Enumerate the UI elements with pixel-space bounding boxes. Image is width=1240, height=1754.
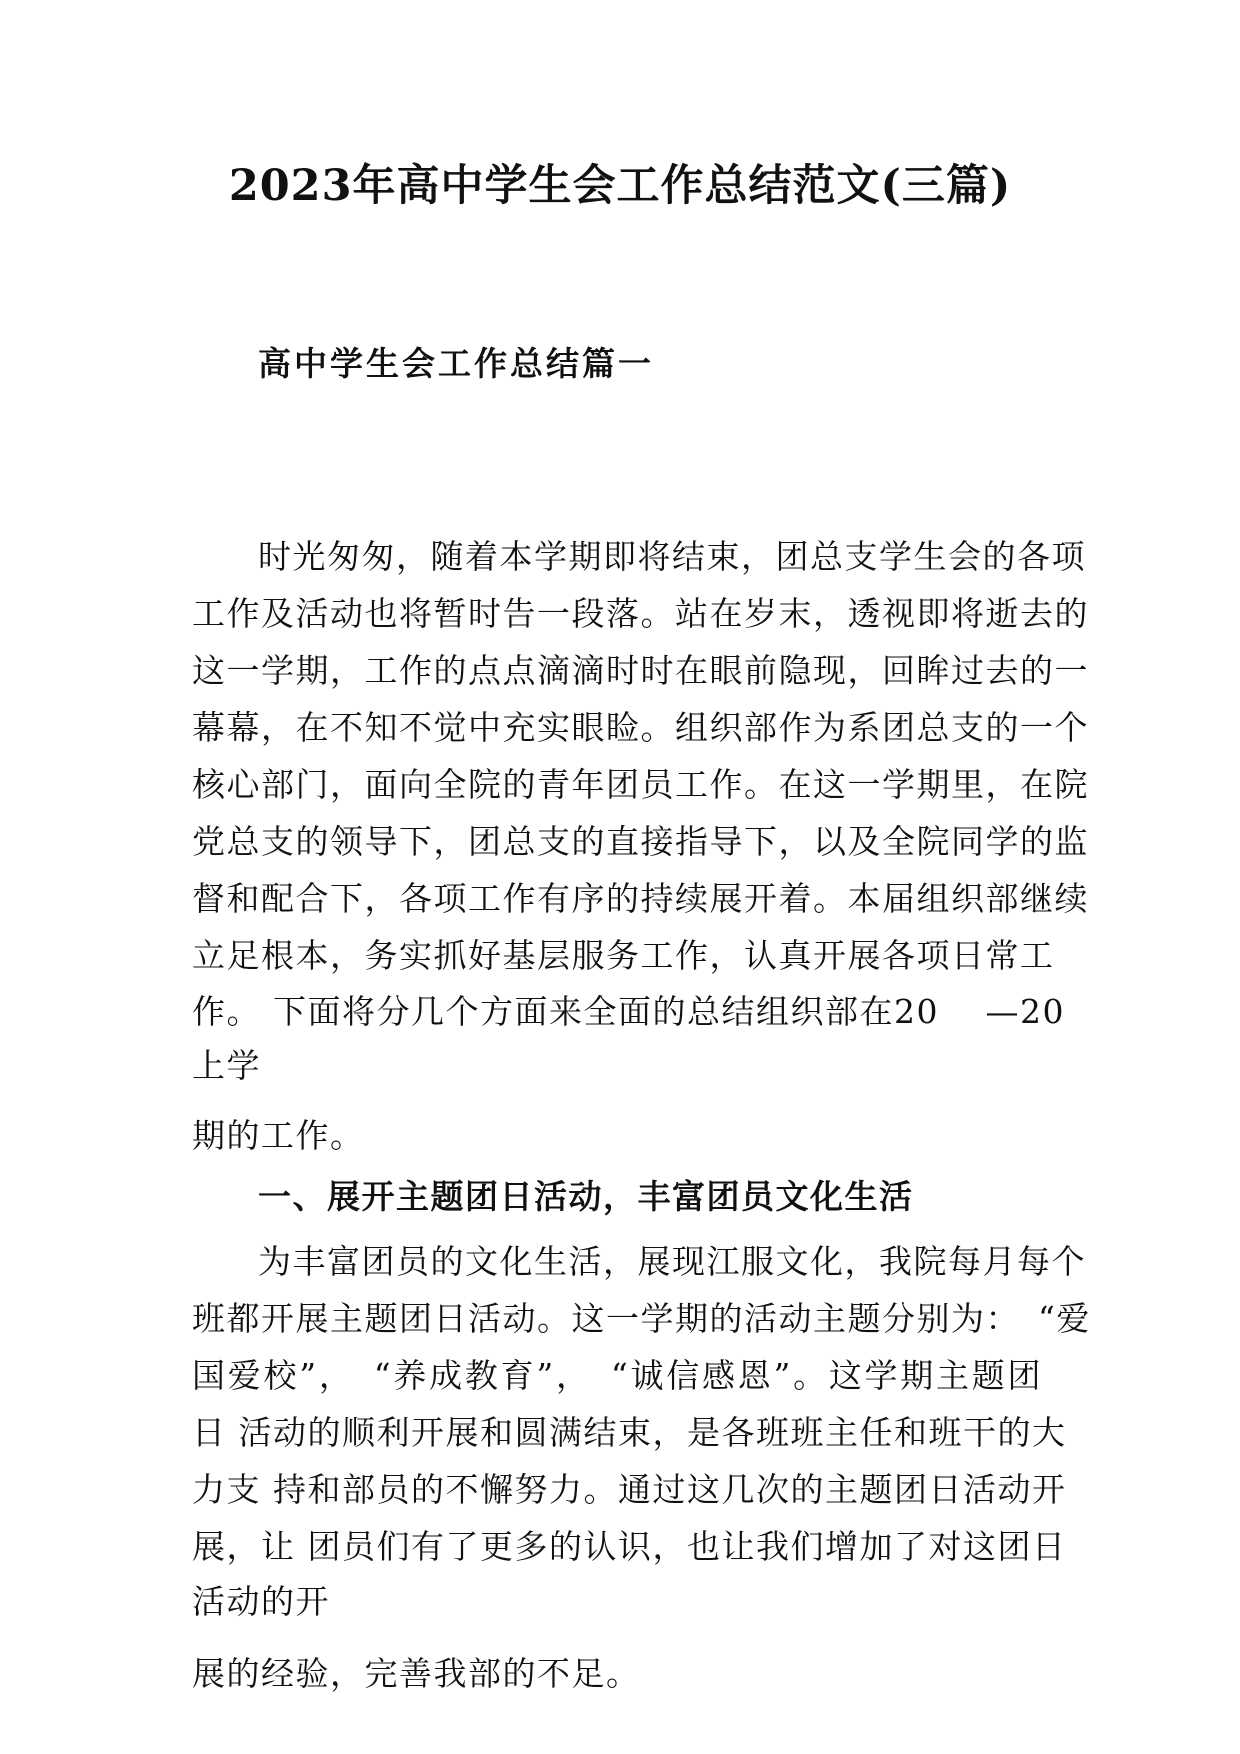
- paragraph-line: 时光匆匆，随着本学期即将结束，团总支学生会的各项: [258, 537, 1086, 576]
- paragraph-line: 幕幕，在不知不觉中充实眼睑。组织部作为系团总支的一个: [192, 708, 1089, 747]
- paragraph-line: 国爱校”， “养成教育”， “诚信感恩”。这学期主题团: [192, 1356, 1042, 1395]
- paragraph-line: 期的工作。: [192, 1116, 365, 1155]
- paragraph-line: 党总支的领导下，团总支的直接指导下，以及全院同学的监: [192, 822, 1089, 861]
- section-title: 高中学生会工作总结篇一: [258, 344, 654, 383]
- paragraph-line: 这一学期，工作的点点滴滴时时在眼前隐现，回眸过去的一: [192, 651, 1089, 690]
- paragraph-line: 活动的开: [192, 1582, 330, 1621]
- paragraph-line: 上学: [192, 1046, 261, 1085]
- paragraph-line: 班都开展主题团日活动。这一学期的活动主题分别为： “爱: [192, 1299, 1091, 1338]
- paragraph-line: 工作及活动也将暂时告一段落。站在岁末，透视即将逝去的: [192, 594, 1089, 633]
- document-title: 2023年高中学生会工作总结范文(三篇): [228, 161, 1012, 211]
- paragraph-line: 力支 持和部员的不懈努力。通过这几次的主题团日活动开: [192, 1470, 1067, 1509]
- paragraph-line: 日 活动的顺利开展和圆满结束，是各班班主任和班干的大: [192, 1413, 1067, 1452]
- paragraph-line: 展的经验，完善我部的不足。: [192, 1654, 641, 1693]
- section-heading: 一、展开主题团日活动，丰富团员文化生活: [258, 1177, 914, 1216]
- paragraph-line: 作。 下面将分几个方面来全面的总结组织部在20 —20: [192, 992, 1065, 1031]
- paragraph-line: 立足根本，务实抓好基层服务工作，认真开展各项日常工: [192, 936, 1055, 975]
- paragraph-line: 为丰富团员的文化生活，展现江服文化，我院每月每个: [258, 1242, 1086, 1281]
- paragraph-line: 展，让 团员们有了更多的认识，也让我们增加了对这团日: [192, 1527, 1067, 1566]
- paragraph-line: 督和配合下，各项工作有序的持续展开着。本届组织部继续: [192, 879, 1089, 918]
- paragraph-line: 核心部门，面向全院的青年团员工作。在这一学期里，在院: [192, 765, 1089, 804]
